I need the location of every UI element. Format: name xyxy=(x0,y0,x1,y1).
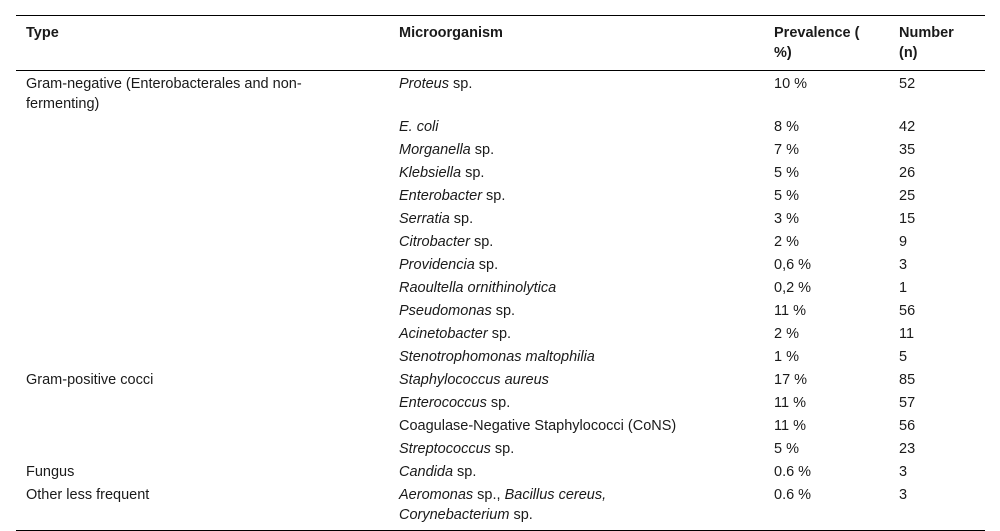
table-row xyxy=(16,346,985,369)
cell-microorganism: Proteus sp. xyxy=(399,76,473,92)
cell-type: Gram-negative (Enterobacterales and non- fermenting) xyxy=(26,76,302,112)
cell-type xyxy=(16,116,389,139)
cell-number: 42 xyxy=(899,119,916,135)
table-row xyxy=(16,208,985,231)
cell-number: 3 xyxy=(899,464,908,480)
cell-type xyxy=(16,185,389,208)
cell-type xyxy=(16,231,389,254)
cell-microorganism: Enterococcus sp. xyxy=(399,395,511,411)
cell-type xyxy=(16,415,389,438)
cell-microorganism: Klebsiella sp. xyxy=(399,165,485,181)
cell-prevalence: 0,6 % xyxy=(774,257,812,273)
cell-microorganism: Providencia sp. xyxy=(399,257,499,273)
microorganism-table xyxy=(16,15,985,531)
cell-type xyxy=(16,300,389,323)
cell-number: 3 xyxy=(899,487,908,503)
cell-number: 26 xyxy=(899,165,916,181)
table-row xyxy=(16,231,985,254)
cell-type xyxy=(16,438,389,461)
cell-type: Other less frequent xyxy=(26,487,150,503)
cell-microorganism: Acinetobacter sp. xyxy=(399,326,512,342)
table-header xyxy=(16,16,985,71)
cell-number: 52 xyxy=(899,76,916,92)
cell-number: 57 xyxy=(899,395,916,411)
cell-prevalence: 17 % xyxy=(774,372,808,388)
cell-prevalence: 11 % xyxy=(774,303,806,319)
cell-type: Gram-positive cocci xyxy=(26,372,154,388)
cell-type xyxy=(16,346,389,369)
cell-microorganism: Citrobacter sp. xyxy=(399,234,494,250)
cell-prevalence: 2 % xyxy=(774,326,799,342)
cell-type xyxy=(16,277,389,300)
cell-type xyxy=(16,323,389,346)
table-row xyxy=(16,415,985,438)
cell-prevalence: 3 % xyxy=(774,211,799,227)
cell-prevalence: 0.6 % xyxy=(774,464,812,480)
table-row xyxy=(16,185,985,208)
cell-type xyxy=(16,162,389,185)
table-body xyxy=(16,71,985,531)
cell-prevalence: 7 % xyxy=(774,142,799,158)
cell-prevalence: 5 % xyxy=(774,441,799,457)
cell-number: 9 xyxy=(899,234,908,250)
cell-type: Fungus xyxy=(26,464,75,480)
cell-number: 15 xyxy=(899,211,916,227)
cell-number: 1 xyxy=(899,280,908,296)
cell-microorganism: Streptococcus sp. xyxy=(399,441,515,457)
cell-prevalence: 0.6 % xyxy=(774,487,812,503)
cell-microorganism: Raoultella ornithinolytica xyxy=(399,280,557,296)
table-row xyxy=(16,300,985,323)
table-row xyxy=(16,438,985,461)
table-row xyxy=(16,369,985,392)
cell-type xyxy=(16,254,389,277)
table-row xyxy=(16,392,985,415)
cell-prevalence: 8 % xyxy=(774,119,799,135)
table-row xyxy=(16,277,985,300)
table-row xyxy=(16,484,985,531)
table-row xyxy=(16,461,985,484)
cell-number: 56 xyxy=(899,303,916,319)
cell-microorganism: Morganella sp. xyxy=(399,142,495,158)
cell-number: 35 xyxy=(899,142,916,158)
cell-number: 85 xyxy=(899,372,916,388)
table-row xyxy=(16,71,985,117)
cell-prevalence: 2 % xyxy=(774,234,799,250)
cell-type xyxy=(16,139,389,162)
cell-microorganism: Aeromonas sp., Bacillus cereus, Corynebacterium sp. xyxy=(399,487,607,523)
table-row xyxy=(16,323,985,346)
header-row xyxy=(16,16,985,71)
cell-number: 23 xyxy=(899,441,916,457)
cell-microorganism: Coagulase-Negative Staphylococci (CoNS) xyxy=(399,418,677,434)
cell-number: 3 xyxy=(899,257,908,273)
cell-type xyxy=(16,208,389,231)
cell-microorganism: Enterobacter sp. xyxy=(399,188,506,204)
table-row xyxy=(16,139,985,162)
cell-microorganism: Staphylococcus aureus xyxy=(399,372,549,388)
cell-prevalence: 1 % xyxy=(774,349,799,365)
table-row xyxy=(16,162,985,185)
cell-number: 5 xyxy=(899,349,908,365)
cell-microorganism: E. coli xyxy=(399,119,439,135)
cell-prevalence: 5 % xyxy=(774,165,799,181)
cell-prevalence: 5 % xyxy=(774,188,799,204)
cell-prevalence: 11 % xyxy=(774,395,806,411)
cell-number: 25 xyxy=(899,188,916,204)
header-microorganism: Microorganism xyxy=(399,25,503,41)
header-type: Type xyxy=(26,25,59,41)
table-row xyxy=(16,254,985,277)
header-number: Number (n) xyxy=(899,25,954,61)
cell-number: 11 xyxy=(899,326,915,342)
cell-prevalence: 0,2 % xyxy=(774,280,812,296)
cell-microorganism: Candida sp. xyxy=(399,464,477,480)
cell-microorganism: Pseudomonas sp. xyxy=(399,303,516,319)
cell-type xyxy=(16,392,389,415)
cell-prevalence: 10 % xyxy=(774,76,808,92)
cell-microorganism: Stenotrophomonas maltophilia xyxy=(399,349,595,365)
microorganism-table-container xyxy=(16,15,985,531)
cell-number: 56 xyxy=(899,418,916,434)
header-prevalence: Prevalence ( %) xyxy=(774,25,860,61)
cell-microorganism: Serratia sp. xyxy=(399,211,474,227)
table-row xyxy=(16,116,985,139)
cell-prevalence: 11 % xyxy=(774,418,806,434)
